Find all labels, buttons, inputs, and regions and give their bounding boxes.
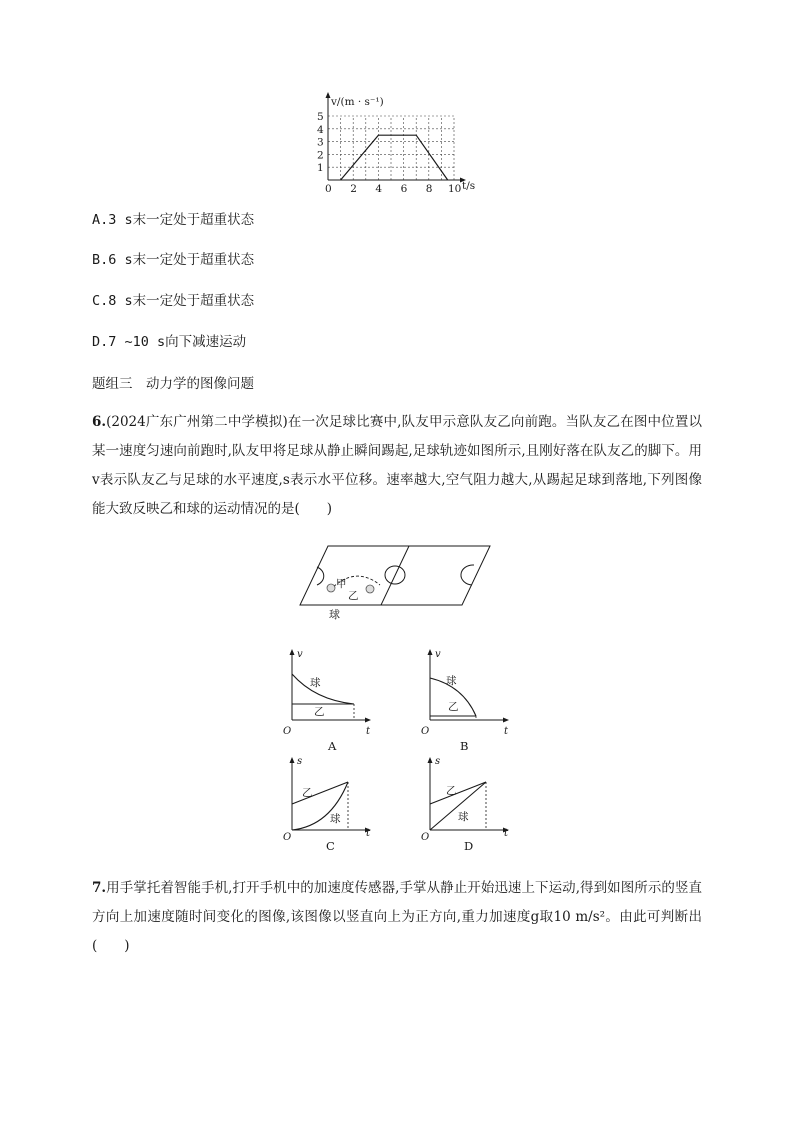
- question-7: [92, 874, 702, 961]
- vt-graph: [300, 88, 500, 198]
- label-ball: 球: [329, 608, 340, 621]
- graph-c-y-arrow: [290, 757, 295, 763]
- left-penalty-arc: [317, 567, 324, 585]
- vt-yticks: [317, 111, 324, 174]
- graph-a-line-label: 乙: [314, 706, 325, 718]
- vt-xtick-label: 10: [448, 183, 462, 195]
- graph-a-origin: O: [283, 726, 292, 737]
- graph-a-y-arrow: [290, 649, 295, 655]
- section-title: 题组三 动力学的图像问题: [92, 376, 254, 392]
- graph-c-origin: O: [283, 832, 292, 843]
- vt-ytick-label: 4: [317, 123, 324, 136]
- player-jia-icon: [327, 584, 335, 592]
- graph-d-curve-label: 球: [458, 811, 469, 823]
- right-penalty-arc: [461, 565, 474, 585]
- option-d: D.7 ~10 s向下减速运动: [92, 334, 247, 350]
- question-7-text: 用手掌托着智能手机,打开手机中的加速度传感器,手掌从静止开始迅速上下运动,得到如图所示的竖直方向上加速度随时间变化的图像,该图像以竖直向上为正方向,重力加速度g取10 m/s²。由此可判断出( ): [92, 880, 702, 954]
- vt-ytick-label: 5: [317, 111, 324, 123]
- graph-b: [418, 648, 513, 753]
- graph-b-xlabel: t: [504, 726, 509, 737]
- question-6-text: (2024广东广州第二中学模拟)在一次足球比赛中,队友甲示意队友乙向前跑。当队友乙在图中位置以某一速度匀速向前跑时,队友甲将足球从静止瞬间踢起,足球轨迹如图所示,且刚好落在队友乙的脚下。用v表示队友乙与足球的水平速度,s表示水平位移。速率越大,空气阻力越大,从踢起足球到落地,下列图像能大致反映乙和球的运动情况的是( ): [92, 414, 702, 517]
- vt-xtick-label: 0: [325, 183, 332, 195]
- question-6-number: 6.: [92, 414, 107, 430]
- graph-c-yi-line: [292, 782, 348, 804]
- question-6: [92, 408, 702, 524]
- vt-y-arrow: [326, 92, 331, 98]
- graph-d-yi-line: [430, 782, 486, 804]
- label-yi: 乙: [348, 590, 359, 602]
- vt-xtick-label: 2: [350, 183, 357, 195]
- graph-c-curve-label: 球: [330, 813, 341, 825]
- graph-a-x-arrow: [365, 718, 371, 723]
- graph-d-y-arrow: [428, 757, 433, 763]
- graph-a-caption: A: [328, 739, 337, 753]
- graph-d-xlabel: t: [504, 828, 509, 839]
- graph-d-ylabel: s: [435, 756, 441, 767]
- graph-c: [280, 752, 375, 857]
- option-a: A.3 s末一定处于超重状态: [92, 212, 255, 228]
- vt-ytick-label: 3: [317, 136, 324, 149]
- graph-b-curve-label: 球: [446, 675, 457, 687]
- graph-a-xlabel: t: [366, 726, 371, 737]
- option-b: B.6 s末一定处于超重状态: [92, 252, 255, 268]
- graph-b-line-label: 乙: [448, 701, 459, 713]
- vt-xtick-label: 8: [425, 183, 433, 195]
- graph-d-origin: O: [421, 832, 430, 843]
- graph-d-caption: D: [464, 839, 474, 853]
- vt-xtick-label: 4: [375, 183, 383, 195]
- graph-c-caption: C: [326, 839, 335, 853]
- graph-b-ylabel: v: [435, 649, 441, 660]
- player-yi-icon: [366, 585, 374, 593]
- graph-a-ylabel: v: [297, 649, 303, 660]
- graph-b-x-arrow: [503, 718, 509, 723]
- vt-grid: [328, 116, 454, 180]
- vt-ylabel: v/(m · s⁻¹): [331, 96, 384, 108]
- label-jia: 甲: [336, 578, 347, 590]
- graph-d-line-label: 乙: [446, 785, 457, 797]
- graph-c-ylabel: s: [297, 756, 303, 767]
- vt-ytick-label: 2: [317, 149, 324, 162]
- option-c: C.8 s末一定处于超重状态: [92, 293, 255, 309]
- graph-a-ball-curve: [292, 674, 354, 704]
- graph-c-line-label: 乙: [302, 787, 313, 799]
- vt-xlabel: t/s: [462, 180, 476, 192]
- graph-c-xlabel: t: [366, 828, 371, 839]
- question-7-number: 7.: [92, 880, 107, 896]
- soccer-field-diagram: [300, 545, 495, 625]
- vt-ytick-label: 1: [317, 162, 324, 175]
- graph-d: [418, 752, 513, 857]
- graph-b-y-arrow: [428, 649, 433, 655]
- graph-a: [280, 648, 375, 753]
- vt-data-line: [341, 135, 448, 180]
- graph-b-caption: B: [460, 739, 469, 753]
- graph-a-curve-label: 球: [310, 677, 321, 689]
- vt-xtick-label: 6: [400, 183, 408, 195]
- graph-b-origin: O: [421, 726, 430, 737]
- vt-xticks: [325, 183, 461, 195]
